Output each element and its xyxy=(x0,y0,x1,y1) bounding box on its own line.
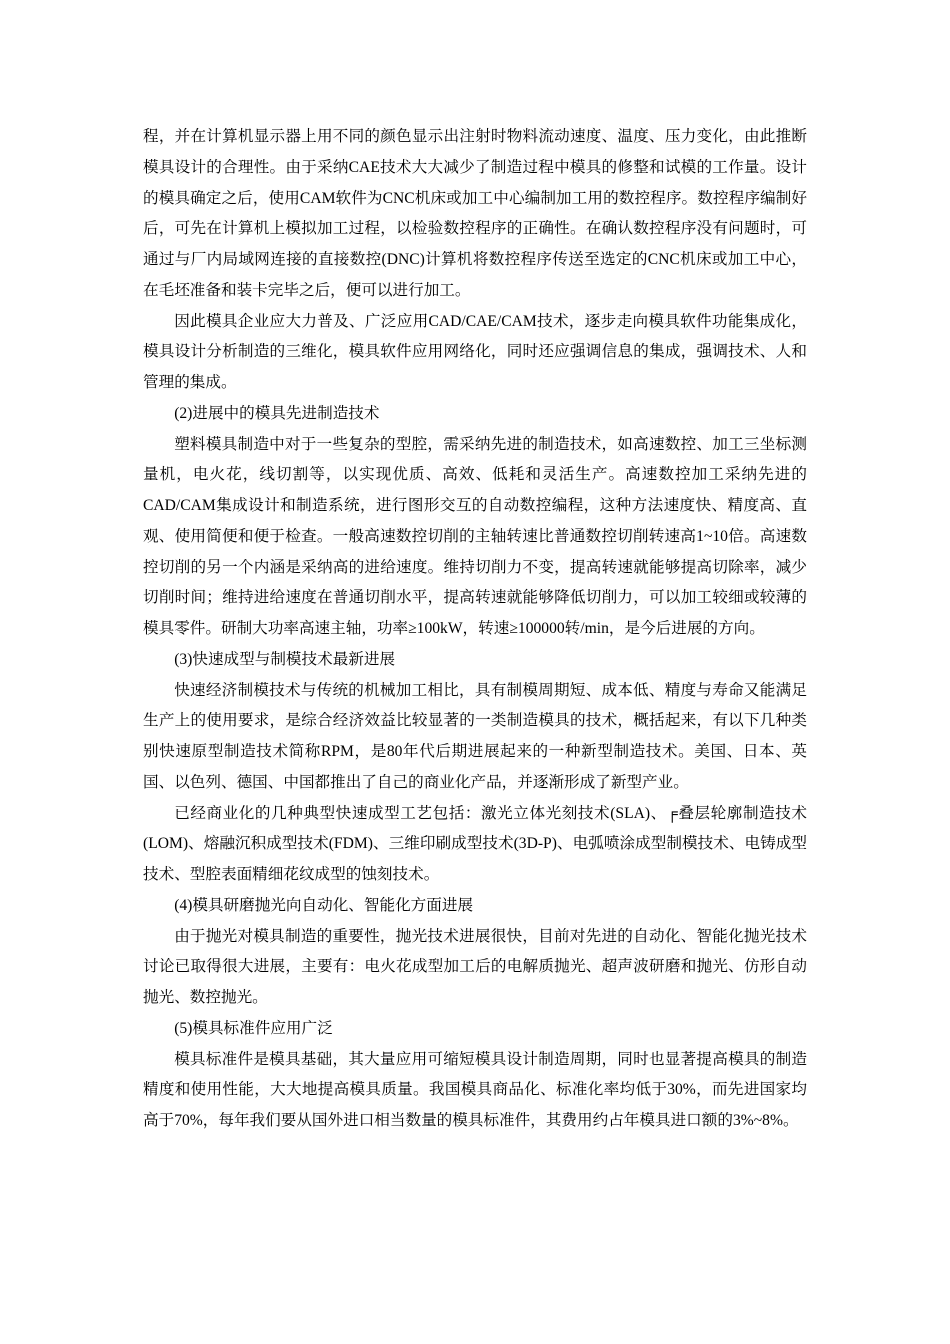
paragraph-5: 模具标准件是模具基础，其大量应用可缩短模具设计制造周期，同时也显著提高模具的制造精度和使用性能，大大地提高模具质量。我国模具商品化、标准化率均低于30%，而先进国家均高于70%，每年我们要从国外进口相当数量的模具标准件，其费用约占年模具进口额的3%~8%。 xyxy=(143,1050,807,1129)
paragraph-cad-cae-cam: 因此模具企业应大力普及、广泛应用CAD/CAE/CAM技术，逐步走向模具软件功能集成化，模具设计分析制造的三维化，模具软件应用网络化，同时还应强调信息的集成，强调技术、人和管理的集成。 xyxy=(143,312,807,391)
section-heading-2: (2)进展中的模具先进制造技术 xyxy=(174,404,380,422)
paragraph-2: 塑料模具制造中对于一些复杂的型腔，需采纳先进的制造技术，如高速数控、加工三坐标测量机，电火花，线切割等，以实现优质、高效、低耗和灵活生产。高速数控加工采纳先进的CAD/CAM集成设计和制造系统，进行图形交互的自动数控编程，这种方法速度快、精度高、直观、使用简便和便于检查。一般高速数控切削的主轴转速比普通数控切削转速高1~10倍。高速数控切削的另一个内涵是采纳高的进给速度。维持切削力不变，提高转速就能够提高切除率，减少切削时间；维持进给速度在普通切削水平，提高转速就能够降低切削力，可以加工较细或较薄的模具零件。研制大功率高速主轴，功率≥100kW，转速≥100000转/min，是今后进展的方向。 xyxy=(143,435,807,637)
section-heading-3: (3)快速成型与制模技术最新进展 xyxy=(174,650,396,668)
section-heading-4: (4)模具研磨抛光向自动化、智能化方面进展 xyxy=(174,896,474,914)
paragraph-3b: 已经商业化的几种典型快速成型工艺包括：激光立体光刻技术(SLA)、╒叠层轮廓制造技术(LOM)、熔融沉积成型技术(FDM)、三维印刷成型技术(3D-P)、电弧喷涂成型制模技术、电铸成型技术、型腔表面精细花纹成型的蚀刻技术。 xyxy=(143,804,807,883)
section-heading-5: (5)模具标准件应用广泛 xyxy=(174,1019,333,1037)
paragraph-continuation: 程，并在计算机显示器上用不同的颜色显示出注射时物料流动速度、温度、压力变化，由此推断模具设计的合理性。由于采纳CAE技术大大减少了制造过程中模具的修整和试模的工作量。设计的模具确定之后，使用CAM软件为CNC机床或加工中心编制加工用的数控程序。数控程序编制好后，可先在计算机上模拟加工过程，以检验数控程序的正确性。在确认数控程序没有问题时，可通过与厂内局域网连接的直接数控(DNC)计算机将数控程序传送至选定的CNC机床或加工中心，在毛坯准备和装卡完毕之后，便可以进行加工。 xyxy=(143,128,807,299)
paragraph-3a: 快速经济制模技术与传统的机械加工相比，具有制模周期短、成本低、精度与寿命又能满足生产上的使用要求，是综合经济效益比较显著的一类制造模具的技术，概括起来，有以下几种类别快速原型制造技术简称RPM，是80年代后期进展起来的一种新型制造技术。美国、日本、英国、以色列、德国、中国都推出了自己的商业化产品，并逐渐形成了新型产业。 xyxy=(143,681,807,791)
document-body xyxy=(143,122,807,1137)
paragraph-4: 由于抛光对模具制造的重要性，抛光技术进展很快，目前对先进的自动化、智能化抛光技术讨论已取得很大进展，主要有：电火花成型加工后的电解质抛光、超声波研磨和抛光、仿形自动抛光、数控抛光。 xyxy=(143,927,807,1006)
